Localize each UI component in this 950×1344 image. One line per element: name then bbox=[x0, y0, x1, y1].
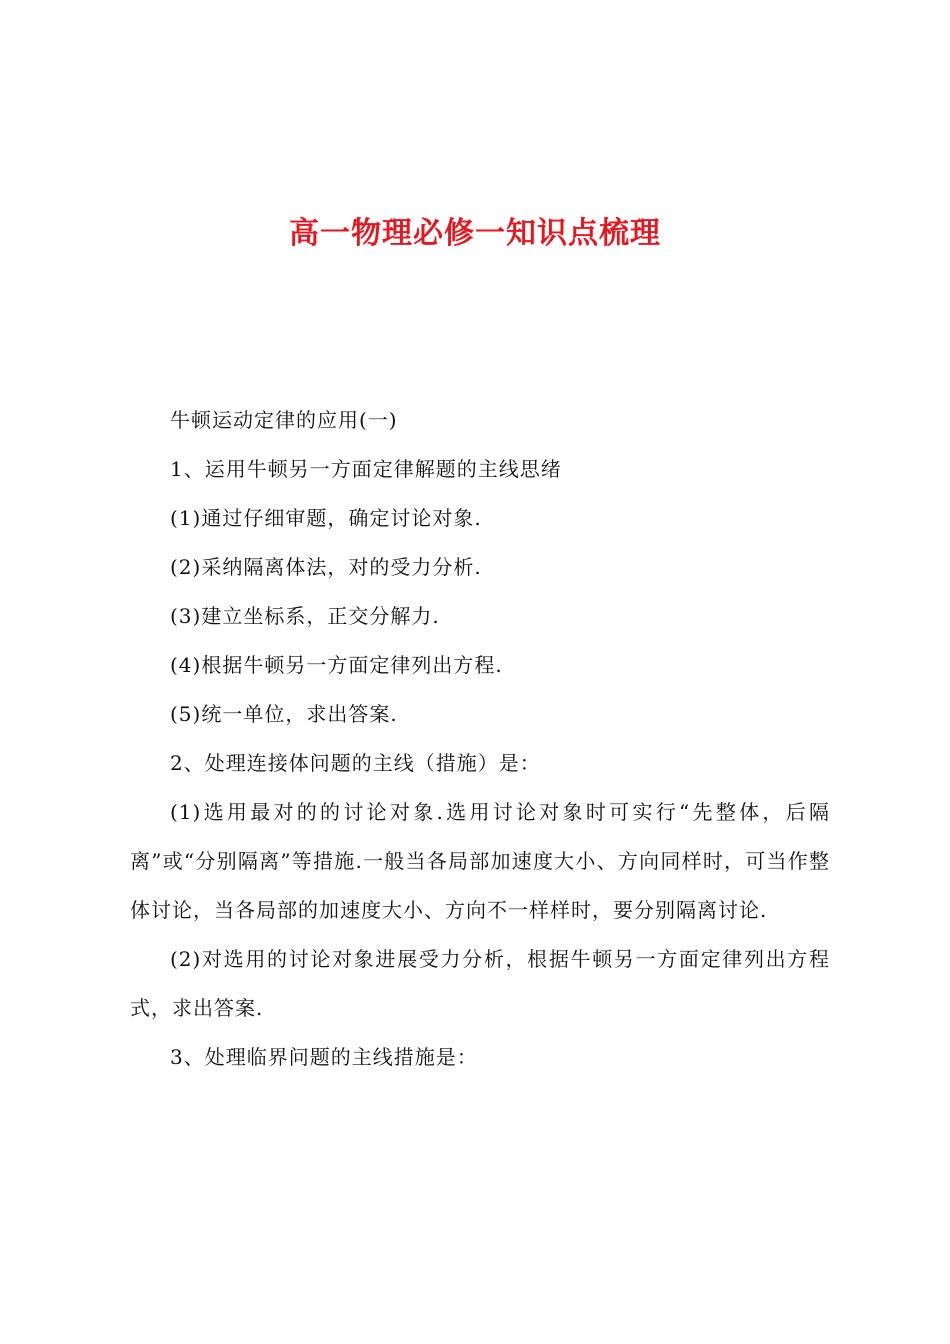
list-item: (1)通过仔细审题，确定讨论对象. bbox=[170, 506, 482, 530]
paragraph: (2)对选用的讨论对象进展受力分析，根据牛顿另一方面定律列出方程式，求出答案. bbox=[130, 947, 830, 1020]
list-item: 2、处理连接体问题的主线（措施）是： bbox=[170, 751, 541, 775]
section-heading: 牛顿运动定律的应用(一) bbox=[170, 408, 398, 432]
list-item: (5)统一单位，求出答案. bbox=[170, 702, 398, 726]
list-item: (4)根据牛顿另一方面定律列出方程. bbox=[170, 653, 503, 677]
list-item: 1、运用牛顿另一方面定律解题的主线思绪 bbox=[170, 457, 562, 481]
document-title: 高一物理必修一知识点梳理 bbox=[289, 216, 661, 251]
list-item: (3)建立坐标系，正交分解力. bbox=[170, 604, 440, 628]
document-body bbox=[130, 396, 830, 1082]
paragraph: (1)选用最对的的讨论对象.选用讨论对象时可实行“先整体，后隔离”或“分别隔离”等措施.一般当各局部加速度大小、方向同样时，可当作整体讨论，当各局部的加速度大小、方向不一样样时，要分别隔离讨论. bbox=[130, 800, 830, 922]
list-item: 3、处理临界问题的主线措施是： bbox=[170, 1045, 478, 1069]
list-item: (2)采纳隔离体法，对的受力分析. bbox=[170, 555, 482, 579]
